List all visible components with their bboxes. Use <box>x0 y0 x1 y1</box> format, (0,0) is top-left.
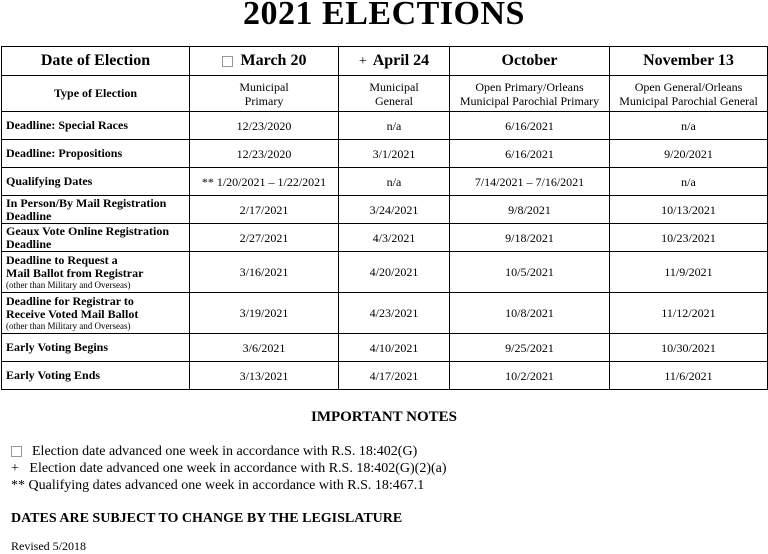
row-label: Deadline for Registrar to Receive Voted Mail Ballot (other than Military and Overseas) <box>2 293 190 334</box>
table-cell: 11/9/2021 <box>610 252 768 293</box>
header-march-20: March 20 <box>190 47 339 76</box>
table-cell: 2/17/2021 <box>190 196 339 224</box>
table-cell: 4/23/2021 <box>339 293 450 334</box>
type-cell: Open General/Orleans Municipal Parochial General <box>610 76 768 112</box>
election-schedule-table <box>1 46 768 390</box>
table-cell: 6/16/2021 <box>450 112 610 140</box>
table-cell: 3/19/2021 <box>190 293 339 334</box>
table-cell: 4/20/2021 <box>339 252 450 293</box>
table-cell: ** 1/20/2021 – 1/22/2021 <box>190 168 339 196</box>
note-item: + Election date advanced one week in accordance with R.S. 18:402(G)(2)(a) <box>11 461 447 476</box>
table-cell: 12/23/2020 <box>190 140 339 168</box>
header-april-24: + April 24 <box>339 47 450 76</box>
table-cell: 3/6/2021 <box>190 334 339 362</box>
table-cell: 10/23/2021 <box>610 224 768 252</box>
page-title: 2021 ELECTIONS <box>243 0 525 32</box>
table-cell: n/a <box>610 168 768 196</box>
table-cell: 4/10/2021 <box>339 334 450 362</box>
legislature-warning: DATES ARE SUBJECT TO CHANGE BY THE LEGISLATURE <box>11 511 403 526</box>
type-cell: Municipal Primary <box>190 76 339 112</box>
table-cell: 3/1/2021 <box>339 140 450 168</box>
table-cell: 3/13/2021 <box>190 362 339 390</box>
table-cell: 10/8/2021 <box>450 293 610 334</box>
plus-icon: + <box>11 461 19 476</box>
table-cell: 7/14/2021 – 7/16/2021 <box>450 168 610 196</box>
table-cell: 9/25/2021 <box>450 334 610 362</box>
table-cell: 10/2/2021 <box>450 362 610 390</box>
table-cell: 11/12/2021 <box>610 293 768 334</box>
row-label: Type of Election <box>2 76 190 112</box>
row-label: In Person/By Mail Registration Deadline <box>2 196 190 224</box>
type-cell: Municipal General <box>339 76 450 112</box>
row-label: Deadline to Request a Mail Ballot from Registrar (other than Military and Overseas) <box>2 252 190 293</box>
table-cell: 11/6/2021 <box>610 362 768 390</box>
plus-icon: + <box>358 54 367 69</box>
type-of-election-row <box>2 76 768 112</box>
table-row <box>2 252 768 293</box>
table-cell: n/a <box>339 112 450 140</box>
table-row <box>2 293 768 334</box>
table-cell: 9/18/2021 <box>450 224 610 252</box>
header-october: October <box>450 47 610 76</box>
row-label: Early Voting Ends <box>2 362 190 390</box>
header-november-13: November 13 <box>610 47 768 76</box>
table-row <box>2 140 768 168</box>
note-item: Election date advanced one week in accordance with R.S. 18:402(G) <box>11 443 417 460</box>
table-row <box>2 362 768 390</box>
table-cell: 9/8/2021 <box>450 196 610 224</box>
table-cell: 12/23/2020 <box>190 112 339 140</box>
table-row <box>2 168 768 196</box>
row-label: Deadline: Propositions <box>2 140 190 168</box>
table-cell: 4/3/2021 <box>339 224 450 252</box>
header-date-of-election: Date of Election <box>2 47 190 76</box>
placeholder-box-icon <box>222 56 233 67</box>
table-cell: 4/17/2021 <box>339 362 450 390</box>
table-cell: 10/30/2021 <box>610 334 768 362</box>
table-row <box>2 112 768 140</box>
row-label: Deadline: Special Races <box>2 112 190 140</box>
row-label: Early Voting Begins <box>2 334 190 362</box>
table-cell: 3/16/2021 <box>190 252 339 293</box>
row-label: Qualifying Dates <box>2 168 190 196</box>
placeholder-box-icon <box>11 446 22 457</box>
table-cell: 10/13/2021 <box>610 196 768 224</box>
row-label: Geaux Vote Online Registration Deadline <box>2 224 190 252</box>
notes-heading: IMPORTANT NOTES <box>310 409 458 425</box>
table-cell: n/a <box>339 168 450 196</box>
revised-date: Revised 5/2018 <box>11 539 86 553</box>
table-cell: 3/24/2021 <box>339 196 450 224</box>
table-cell: n/a <box>610 112 768 140</box>
table-cell: 10/5/2021 <box>450 252 610 293</box>
table-cell: 9/20/2021 <box>610 140 768 168</box>
table-row <box>2 196 768 224</box>
type-cell: Open Primary/Orleans Municipal Parochial Primary <box>450 76 610 112</box>
table-row <box>2 224 768 252</box>
table-row <box>2 334 768 362</box>
table-cell: 2/27/2021 <box>190 224 339 252</box>
note-item: ** Qualifying dates advanced one week in accordance with R.S. 18:467.1 <box>11 478 425 493</box>
table-header-row <box>2 47 768 76</box>
table-cell: 6/16/2021 <box>450 140 610 168</box>
